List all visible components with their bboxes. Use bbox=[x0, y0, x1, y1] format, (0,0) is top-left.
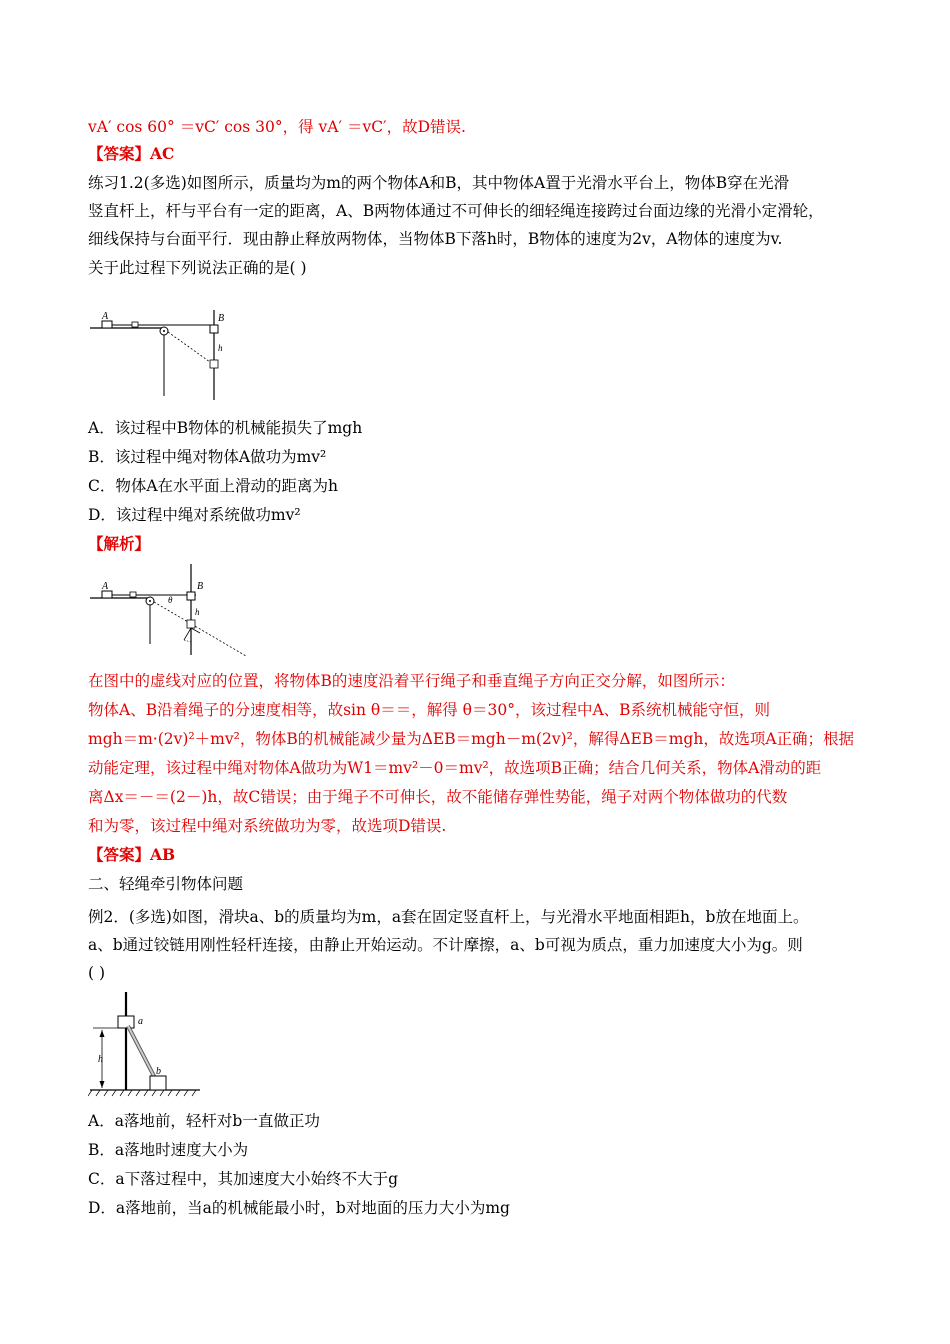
analysis-line-5: 离Δx＝－＝(2－)h，故C错误；由于绳子不可伸长，故不能储存弹性势能，绳子对两个物体做功的代数 bbox=[88, 788, 788, 806]
analysis-line-6: 和为零，该过程中绳对系统做功为零，故选项D错误. bbox=[88, 817, 447, 835]
section-heading: 二、轻绳牵引物体问题 bbox=[88, 875, 244, 893]
fig1-label-a: A bbox=[102, 311, 109, 322]
option-a-2: A．a落地前，轻杆对b一直做正功 bbox=[88, 1112, 320, 1130]
answer-label-1: 【答案】AC bbox=[88, 144, 175, 163]
option-c-1: C．物体A在水平面上滑动的距离为h bbox=[88, 477, 339, 495]
example-2-line-1: 例2．(多选)如图，滑块a、b的质量均为m，a套在固定竖直杆上，与光滑水平地面相距h，b放在地面上。 bbox=[88, 908, 809, 926]
option-b-2: B．a落地时速度大小为 bbox=[88, 1141, 249, 1159]
fig2-label-b: B bbox=[197, 581, 204, 592]
fig1-label-b: B bbox=[218, 313, 225, 324]
option-a-1: A．该过程中B物体的机械能损失了mgh bbox=[88, 419, 363, 437]
fig2-label-h: h bbox=[195, 607, 200, 617]
fig3-label-a: a bbox=[138, 1016, 143, 1027]
example-2-line-2: a、b通过铰链用刚性轻杆连接，由静止开始运动。不计摩擦，a、b可视为质点，重力加速度大小为g。则 bbox=[88, 936, 803, 954]
problem-1-2-line-4: 关于此过程下列说法正确的是( ) bbox=[88, 259, 307, 277]
problem-1-2-line-3: 细线保持与台面平行．现由静止释放两物体，当物体B下落h时，B物体的速度为2v，A物体的速度为v. bbox=[88, 230, 783, 248]
problem-1-2-line-2: 竖直杆上，杆与平台有一定的距离，A、B两物体通过不可伸长的细轻绳连接跨过台面边缘的光滑小定滑轮， bbox=[88, 202, 824, 220]
problem-1-2-line-1: 练习1.2(多选)如图所示，质量均为m的两个物体A和B，其中物体A置于光滑水平台上，物体B穿在光滑 bbox=[88, 174, 790, 192]
example-2-line-3: ( ) bbox=[88, 964, 106, 982]
analysis-line-1: 在图中的虚线对应的位置，将物体B的速度沿着平行绳子和垂直绳子方向正交分解，如图所示： bbox=[88, 672, 735, 690]
fig2-label-a: A bbox=[102, 581, 109, 592]
option-c-2: C．a下落过程中，其加速度大小始终不大于g bbox=[88, 1170, 399, 1188]
option-d-1: D．该过程中绳对系统做功mv² bbox=[88, 506, 301, 524]
option-d-2: D．a落地前，当a的机械能最小时，b对地面的压力大小为mg bbox=[88, 1199, 510, 1217]
solution-continuation: vA′ cos 60° ＝vC′ cos 30°，得 vA′ ＝vC′，故D错误. bbox=[88, 118, 466, 136]
option-b-1: B．该过程中绳对物体A做功为mv² bbox=[88, 448, 327, 466]
velocity-decomposition-diagram bbox=[88, 560, 248, 660]
analysis-line-3: mgh＝m·(2v)²＋mv²，物体B的机械能减少量为ΔEB＝mgh－m(2v)²，解得ΔEB＝mgh，故选项A正确；根据 bbox=[88, 730, 855, 748]
fig1-label-h: h bbox=[218, 343, 223, 353]
analysis-line-4: 动能定理，该过程中绳对物体A做功为W1＝mv²－0＝mv²，故选项B正确；结合几何关系，物体A滑动的距 bbox=[88, 759, 822, 777]
fig3-label-b: b bbox=[156, 1066, 161, 1077]
pulley-diagram bbox=[88, 288, 238, 408]
fig3-label-h: h bbox=[98, 1054, 103, 1065]
answer-label-2: 【答案】AB bbox=[88, 845, 176, 864]
fig2-label-theta: θ bbox=[168, 595, 173, 605]
analysis-line-2: 物体A、B沿着绳子的分速度相等，故sin θ＝＝，解得 θ＝30°，该过程中A、B系统机械能守恒，则 bbox=[88, 701, 771, 719]
sliding-rod-diagram bbox=[88, 990, 203, 1100]
analysis-label: 【解析】 bbox=[88, 534, 151, 553]
